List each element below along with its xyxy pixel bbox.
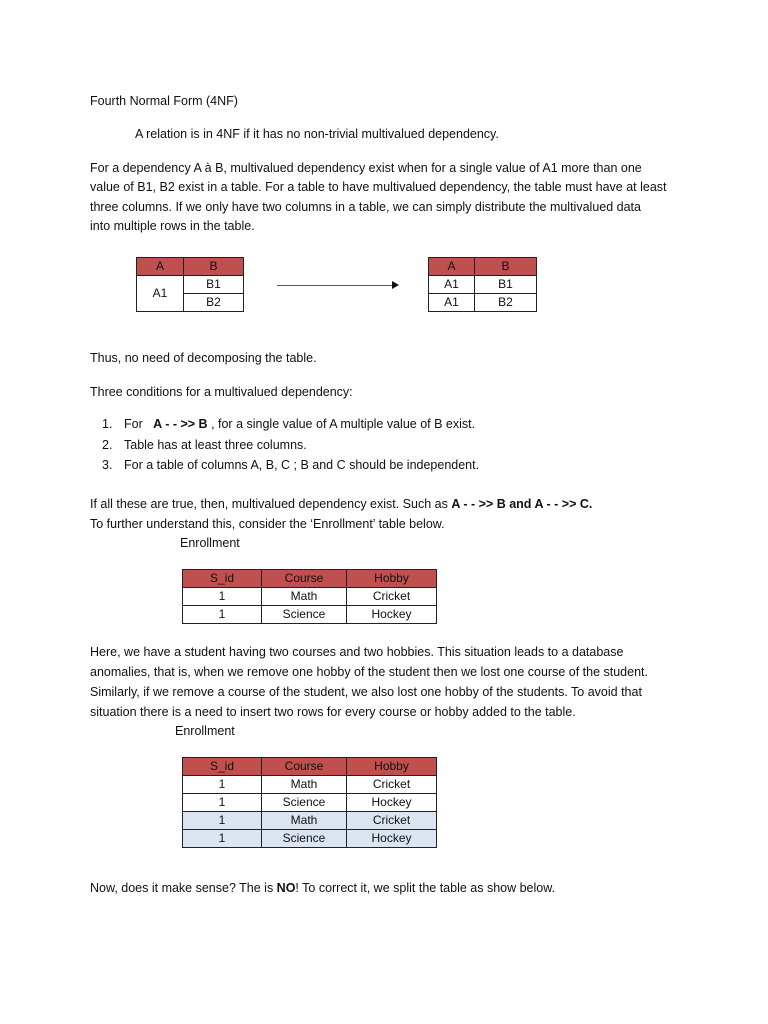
- table-caption: Enrollment: [180, 536, 240, 550]
- list-number: 2.: [102, 438, 113, 452]
- paragraph-1-line-4: into multiple rows in the table.: [90, 219, 255, 233]
- table-row: [429, 294, 537, 312]
- table-cell: Cricket: [347, 812, 437, 830]
- table-cell: Math: [262, 588, 347, 606]
- table-row: [183, 606, 437, 624]
- if-true-bold-2: A - - >> C.: [534, 497, 593, 511]
- final-text: [90, 879, 555, 899]
- table-cell: 1: [183, 776, 262, 794]
- enrollment-table-1: [182, 569, 437, 624]
- table-header: Hobby: [347, 758, 437, 776]
- paragraph-1-line-1: For a dependency A à B, multivalued dependency exist when for a single value of A1 more than one: [90, 161, 642, 175]
- table-cell: Hockey: [347, 606, 437, 624]
- table-header: A: [137, 258, 184, 276]
- paragraph-2-line-1: Here, we have a student having two courses and two hobbies. This situation leads to a database: [90, 645, 624, 659]
- right-arrow-icon: [277, 285, 400, 287]
- table-cell: Math: [262, 812, 347, 830]
- table-cell: Cricket: [347, 588, 437, 606]
- table-header: Course: [262, 758, 347, 776]
- paragraph-2-line-2: anomalies, that is, when we remove one hobby of the student then we lost one course of the student.: [90, 665, 648, 679]
- right-decomposed-table: [428, 257, 537, 312]
- table-header: B: [475, 258, 537, 276]
- if-true-pre: If all these are true, then, multivalued dependency exist. Such as: [90, 497, 452, 511]
- table-caption: Enrollment: [175, 724, 235, 738]
- list-number: 3.: [102, 458, 113, 472]
- table-row-highlighted: [183, 812, 437, 830]
- table-row: [429, 276, 537, 294]
- table-cell: 1: [183, 606, 262, 624]
- definition-text: A relation is in 4NF if it has no non-trivial multivalued dependency.: [135, 127, 499, 141]
- enrollment-table-2: [182, 757, 437, 848]
- table-header: B: [184, 258, 244, 276]
- table-header: S_id: [183, 758, 262, 776]
- table-cell: Science: [262, 606, 347, 624]
- table-header: Course: [262, 570, 347, 588]
- paragraph-1-line-2: value of B1, B2 exist in a table. For a table to have multivalued dependency, the table must have at least: [90, 180, 667, 194]
- table-header: Hobby: [347, 570, 437, 588]
- table-cell: 1: [183, 794, 262, 812]
- further-text: To further understand this, consider the ‘Enrollment’ table below.: [90, 517, 445, 531]
- list-item: [102, 435, 307, 455]
- table-row: [183, 588, 437, 606]
- paragraph-2-line-3: Similarly, if we remove a course of the student, we also lost one hobby of the students. To avoid that: [90, 685, 642, 699]
- table-cell: B1: [475, 276, 537, 294]
- list-text: For a table of columns A, B, C ; B and C should be independent.: [124, 458, 480, 472]
- list-item: [102, 455, 479, 475]
- table-cell: B2: [184, 294, 244, 312]
- left-mvd-table: [136, 257, 244, 312]
- table-cell: B2: [475, 294, 537, 312]
- paragraph-2-line-4: situation there is a need to insert two rows for every course or hobby added to the table.: [90, 705, 576, 719]
- page-title: Fourth Normal Form (4NF): [90, 94, 238, 108]
- list-text: Table has at least three columns.: [124, 438, 307, 452]
- table-header: S_id: [183, 570, 262, 588]
- conditions-intro: Three conditions for a multivalued dependency:: [90, 385, 353, 399]
- thus-text: Thus, no need of decomposing the table.: [90, 351, 317, 365]
- list-text-bold: A - - >> B: [153, 417, 208, 431]
- if-true-bold-1: A - - >> B: [451, 497, 506, 511]
- table-header: A: [429, 258, 475, 276]
- final-bold: NO: [276, 881, 296, 895]
- list-item: [102, 414, 475, 434]
- table-cell: 1: [183, 812, 262, 830]
- table-cell: Science: [262, 794, 347, 812]
- table-cell: Hockey: [347, 830, 437, 848]
- list-text: For: [124, 417, 154, 431]
- table-cell: A1: [429, 276, 475, 294]
- table-cell: 1: [183, 588, 262, 606]
- merged-cell-a1: A1: [137, 276, 184, 312]
- final-post: ! To correct it, we split the table as show below.: [295, 881, 556, 895]
- table-cell: B1: [184, 276, 244, 294]
- if-true-text: [90, 495, 592, 515]
- table-row-highlighted: [183, 830, 437, 848]
- list-number: 1.: [102, 417, 113, 431]
- table-row: [183, 776, 437, 794]
- table-cell: Science: [262, 830, 347, 848]
- table-cell: Cricket: [347, 776, 437, 794]
- table-cell: Hockey: [347, 794, 437, 812]
- table-cell: A1: [429, 294, 475, 312]
- paragraph-1-line-3: three columns. If we only have two columns in a table, we can simply distribute the multivalued data: [90, 200, 641, 214]
- table-row: [183, 794, 437, 812]
- final-pre: Now, does it make sense? The is: [90, 881, 277, 895]
- if-true-mid: and: [505, 497, 535, 511]
- table-cell: 1: [183, 830, 262, 848]
- table-cell: Math: [262, 776, 347, 794]
- list-text: , for a single value of A multiple value of B exist.: [207, 417, 476, 431]
